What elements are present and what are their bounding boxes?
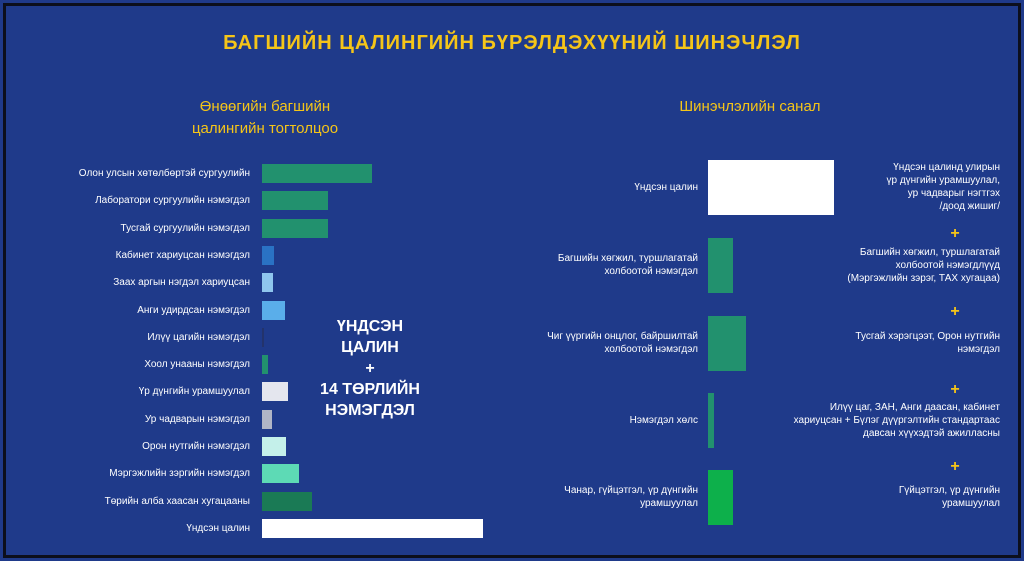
left-row (0, 464, 500, 484)
left-row (0, 191, 500, 211)
right-row-description (770, 161, 1000, 213)
left-row-label: Лаборатори сургуулийн нэмэгдэл (95, 195, 250, 207)
left-row-label: Илүү цагийн нэмэгдэл (147, 331, 250, 343)
left-row (0, 219, 500, 239)
left-row-bar (262, 273, 273, 292)
left-row-bar (262, 246, 274, 265)
right-row-label (480, 181, 698, 194)
right-row-bar (708, 238, 733, 293)
right-row-label-line: урамшуулал (640, 498, 698, 509)
left-row-label: Тусгай сургуулийн нэмэгдэл (120, 222, 250, 234)
left-heading-line-2: цалингийн тогтолцоо (191, 120, 339, 137)
right-row-label-line: Чанар, гүйцэтгэл, үр дүнгийн (564, 485, 698, 496)
center-summary-line-4: 14 ТӨРЛИЙН (320, 381, 420, 398)
right-row-label-line: Үндсэн цалин (634, 181, 698, 193)
center-summary-line-5: НЭМЭГДЭЛ (325, 402, 415, 419)
right-row-description-line: Тусгай хэрэгцээт, Орон нутгийн (855, 331, 1000, 342)
right-row-description (770, 401, 1000, 440)
right-row-bar (708, 393, 714, 448)
right-row-label (480, 414, 698, 427)
page-title: БАГШИЙН ЦАЛИНГИЙН БҮРЭЛДЭХҮҮНИЙ ШИНЭЧЛЭЛ (223, 32, 801, 54)
right-row-description-line: /доод жишиг/ (939, 201, 1000, 212)
left-row-bar (262, 464, 299, 483)
left-row (0, 246, 500, 266)
center-summary-line-2: ЦАЛИН (341, 339, 399, 356)
right-row-bar (708, 470, 733, 525)
right-row-description (770, 246, 1000, 285)
left-row-label: Үр дүнгийн урамшуулал (138, 386, 250, 398)
left-row-bar (262, 519, 483, 538)
left-row-bar (262, 328, 264, 347)
left-row-label: Ур чадварын нэмэгдэл (144, 413, 250, 425)
plus-sign: + (950, 303, 960, 320)
right-row-label (480, 484, 698, 510)
right-row-label-line: холбоотой нэмэгдэл (604, 344, 698, 355)
left-row-bar (262, 301, 285, 320)
left-row-bar (262, 355, 268, 374)
right-row-description-line: Илүү цаг, ЗАН, Анги даасан, кабинет (829, 401, 1000, 413)
right-row-description-line: урамшуулал (942, 498, 1000, 509)
left-row (0, 492, 500, 512)
right-heading: Шинэчлэлийн санал (679, 98, 821, 115)
left-heading (140, 96, 390, 140)
left-row-label: Үндсэн цалин (186, 522, 250, 534)
left-row-label: Анги удирдсан нэмэгдэл (137, 304, 250, 316)
right-row-label-line: Нэмэгдэл хөлс (629, 414, 698, 426)
right-row-description-line: холбоотой нэмэгдлүүд (895, 259, 1000, 271)
right-row-description-line: нэмэгдэл (957, 344, 1000, 355)
right-row-label-line: Чиг үүргийн онцлог, байршилтай (547, 331, 698, 342)
left-row-label: Мэргэжлийн зэргийн нэмэгдэл (109, 468, 250, 480)
left-row-bar (262, 492, 312, 511)
right-row-bar (708, 316, 746, 371)
right-row-label (480, 330, 698, 356)
center-summary-line-1: ҮНДСЭН (336, 318, 404, 335)
right-row-description-line: ур чадварыг нэгтгэх (907, 188, 1000, 199)
left-row-label: Хоол унааны нэмэгдэл (144, 359, 250, 371)
center-summary-line-3: + (365, 360, 375, 377)
right-row-label-line: Багшийн хөгжил, туршлагатай (557, 253, 698, 264)
left-row-label: Кабинет хариуцсан нэмэгдэл (115, 249, 250, 261)
left-row (0, 273, 500, 293)
right-row-label (480, 252, 698, 278)
left-row-bar (262, 382, 288, 401)
left-row-bar (262, 164, 372, 183)
plus-sign: + (950, 381, 960, 398)
left-row-bar (262, 410, 272, 429)
right-row-description-line: Үндсэн цалинд улирын (893, 162, 1000, 173)
left-row-label: Төрийн алба хаасан хугацааны (104, 495, 250, 507)
left-row-bar (262, 219, 328, 238)
right-row-description-line: Багшийн хөгжил, туршлагатай (859, 246, 1000, 258)
left-heading-line-1: Өнөөгийн багшийн (199, 98, 331, 115)
left-row (0, 437, 500, 457)
right-row-description-line: давсан хүүхэдтэй ажилласны (862, 427, 1000, 439)
left-row (0, 519, 500, 539)
left-row-bar (262, 191, 328, 210)
right-row-description-line: хариуцсан + Бүлэг дүүргэлтийн стандартаас (793, 414, 1000, 426)
left-row-label: Орон нутгийн нэмэгдэл (142, 441, 250, 452)
right-row-description-line: үр дүнгийн урамшуулал, (886, 175, 1000, 186)
left-row-bar (262, 437, 286, 456)
left-row-label: Заах аргын нэгдэл хариуцсан (113, 277, 250, 289)
right-row-description (770, 484, 1000, 510)
right-row-description-line: (Мэргэжлийн зэрэг, ТАХ хугацаа) (847, 272, 1000, 284)
right-row-description-line: Гүйцэтгэл, үр дүнгийн (898, 485, 1000, 496)
left-row (0, 164, 500, 184)
right-row-label-line: холбоотой нэмэгдэл (604, 266, 698, 277)
right-row-description (770, 330, 1000, 356)
left-row-label: Олон улсын хөтөлбөртэй сургуулийн (78, 168, 250, 179)
center-summary (305, 316, 435, 421)
plus-sign: + (950, 458, 960, 475)
plus-sign: + (950, 225, 960, 242)
